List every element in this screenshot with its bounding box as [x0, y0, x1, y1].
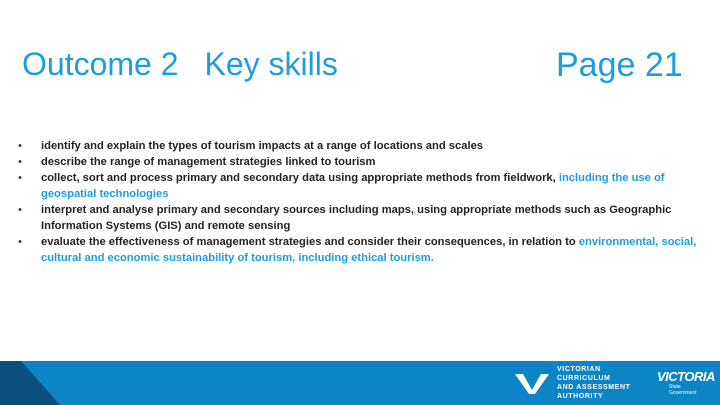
key-skills-list [14, 138, 704, 266]
vcaa-name [557, 365, 647, 401]
victoria-wordmark: VICTORIA [657, 369, 715, 384]
title-outcome: Outcome 2 [22, 46, 179, 82]
victoria-sub2: Government [669, 390, 697, 396]
title-key-skills: Key skills [204, 46, 338, 82]
list-item [14, 202, 704, 234]
list-item-text: interpret and analyse primary and secondary sources including maps, using appropriate methods such as Geographic Information Systems (GIS) and remote sensing [41, 204, 672, 232]
list-item [14, 154, 704, 170]
bullet-icon: • [18, 172, 22, 184]
list-item-highlight: including the use of geospatial technologies [41, 172, 665, 200]
list-item-text: identify and explain the types of tourism impacts at a range of locations and scales [41, 140, 484, 152]
victoria-government-logo [657, 369, 715, 396]
list-item-highlight: environmental, social, cultural and economic sustainability of tourism, including ethical tourism. [41, 236, 697, 264]
vcaa-logo [515, 368, 647, 398]
vcaa-line2: AND ASSESSMENT AUTHORITY [557, 384, 631, 400]
slide-title [22, 46, 338, 83]
list-item [14, 170, 704, 202]
bullet-icon: • [18, 140, 22, 152]
list-item [14, 138, 704, 154]
bullet-icon: • [18, 156, 22, 168]
list-item-text: evaluate the effectiveness of management strategies and consider their consequences, in relation to [41, 236, 579, 248]
footer-wedge [0, 361, 60, 405]
bullet-icon: • [18, 236, 22, 248]
victoria-sub1: State [669, 384, 681, 390]
list-item-text: describe the range of management strategies linked to tourism [41, 156, 376, 168]
page-label: Page 21 [556, 46, 683, 84]
list-item-text: collect, sort and process primary and secondary data using appropriate methods from fieldwork, [41, 172, 559, 184]
footer-bar [0, 361, 720, 405]
vcaa-line1: VICTORIAN CURRICULUM [557, 366, 611, 382]
bullet-icon: • [18, 204, 22, 216]
list-item [14, 234, 704, 266]
vcaa-chevron-icon [515, 372, 549, 394]
